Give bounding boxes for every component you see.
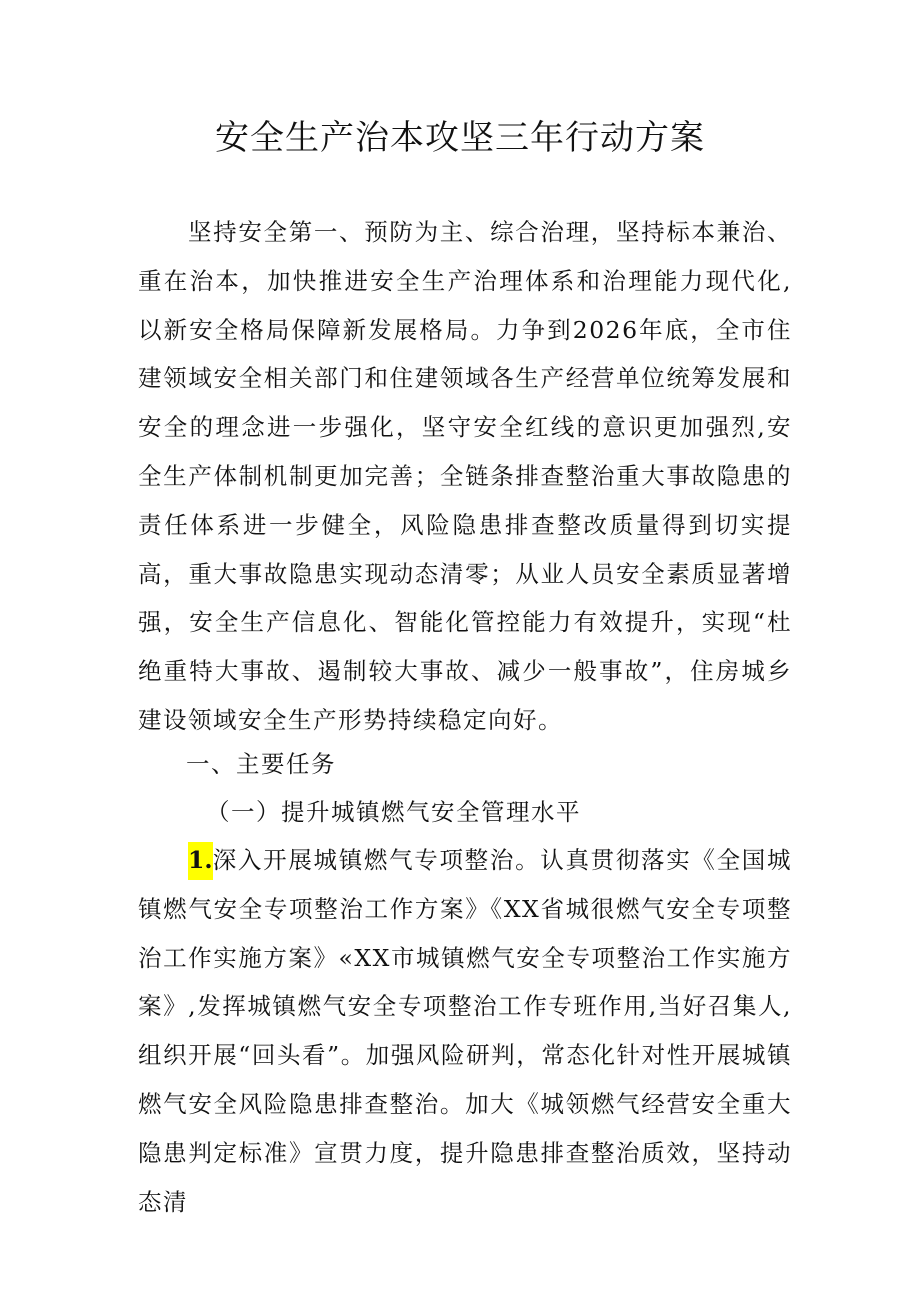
document-title: 安全生产治本攻坚三年行动方案 [215, 118, 705, 158]
subsection-heading: （一）提升城镇燃气安全管理水平 [206, 798, 581, 826]
task-item-paragraph [138, 836, 792, 1226]
intro-paragraph: 坚持安全第一、预防为主、综合治理，坚持标本兼治、重在治本，加快推进安全生产治理体系和治理能力现代化,以新安全格局保障新发展格局。力争到2026年底，全市住建领域安全相关部门和住建领域各生产经营单位统筹发展和安全的理念进一步强化，坚守安全红线的意识更加强烈,安全生产体制机制更加完善；全链条排查整治重大事故隐患的责任体系进一步健全，风险隐患排查整改质量得到切实提高，重大事故隐患实现动态清零；从业人员安全素质显著增强，安全生产信息化、智能化管控能力有效提升，实现“杜绝重特大事故、遏制较大事故、减少一般事故”，住房城乡建设领域安全生产形势持续稳定向好。 [138, 218, 792, 734]
section-heading: 一、主要任务 [186, 750, 336, 778]
item-number-highlight: 1. [188, 842, 213, 880]
item-text: 深入开展城镇燃气专项整治。认真贯彻落实《全国城镇燃气安全专项整治工作方案》《XX省城很燃气安全专项整治工作实施方案》«XX市城镇燃气安全专项整治工作实施方案》,发挥城镇燃气安全专项整治工作专班作用,当好召集人,组织开展“回头看”。加强风险研判，常态化针对性开展城镇燃气安全风险隐患排查整治。加大《城领燃气经营安全重大隐患判定标准》宣贯力度，提升隐患排查整治质效，坚持动态清 [138, 846, 792, 1216]
